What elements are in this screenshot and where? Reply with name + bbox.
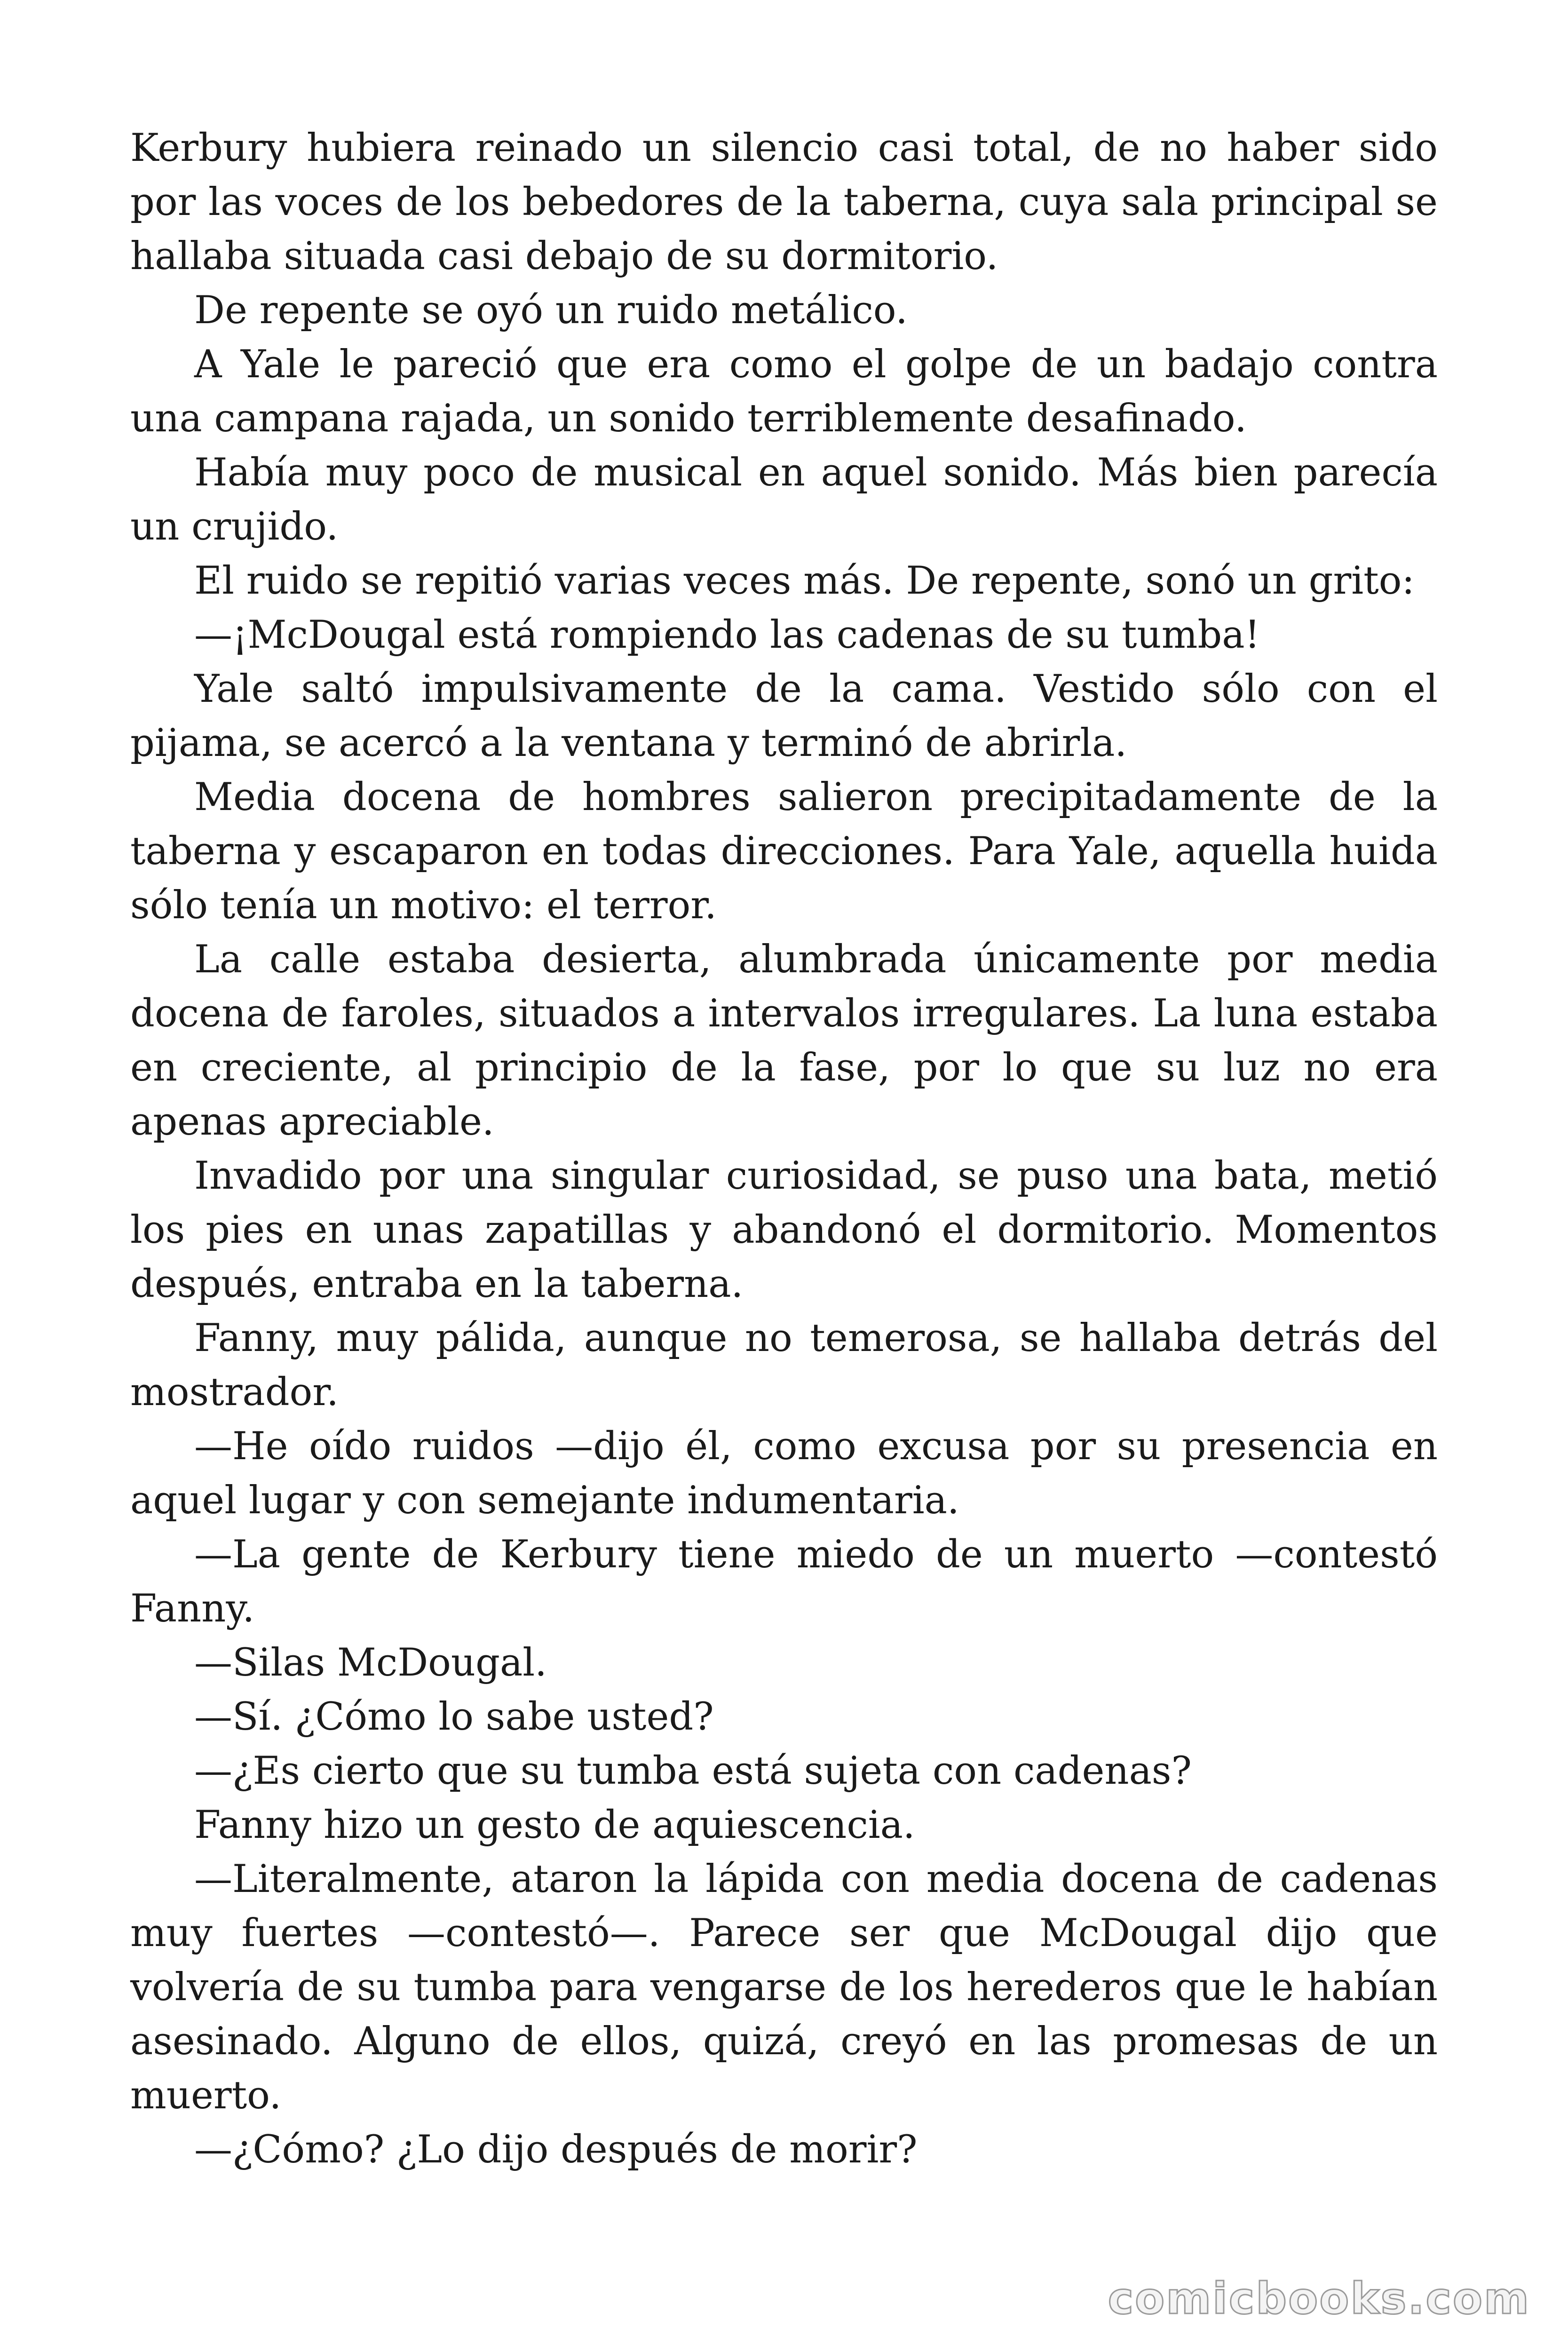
paragraph-1: Kerbury hubiera reinado un silencio casi total, de no haber sido por las voces de los bebedores de la taberna, cuya sala principal se hallaba situada casi debajo de su dormitorio. — [130, 126, 1438, 278]
paragraph-10: Invadido por una singular curiosidad, se puso una bata, metió los pies en unas zapatillas y abandonó el dormitorio. Momentos después, entraba en la taberna. — [130, 1154, 1438, 1306]
paragraph-17: Fanny hizo un gesto de aquiescencia. — [194, 1803, 915, 1847]
paragraph-19: —¿Cómo? ¿Lo dijo después de morir? — [194, 2128, 918, 2172]
paragraph-18: —Literalmente, ataron la lápida con media docena de cadenas muy fuertes —contestó—. Parece ser que McDougal dijo que volvería de su tumba para vengarse de los herederos que le habían asesinado. Alguno de ellos, quizá, creyó en las promesas de un muerto. — [130, 1857, 1438, 2118]
paragraph-5: El ruido se repitió varias veces más. De repente, sonó un grito: — [194, 559, 1415, 603]
body-text — [130, 121, 1438, 2177]
paragraph-12: —He oído ruidos —dijo él, como excusa por su presencia en aquel lugar y con semejante indumentaria. — [130, 1424, 1438, 1523]
paragraph-15: —Sí. ¿Cómo lo sabe usted? — [194, 1695, 714, 1739]
paragraph-4: Había muy poco de musical en aquel sonido. Más bien parecía un crujido. — [130, 451, 1438, 549]
paragraph-9: La calle estaba desierta, alumbrada únicamente por media docena de faroles, situados a intervalos irregulares. La luna estaba en creciente, al principio de la fase, por lo que su luz no era apenas apreciable. — [130, 938, 1438, 1144]
paragraph-16: —¿Es cierto que su tumba está sujeta con cadenas? — [194, 1749, 1192, 1793]
paragraph-7: Yale saltó impulsivamente de la cama. Vestido sólo con el pijama, se acercó a la ventana y terminó de abrirla. — [130, 667, 1438, 765]
paragraph-2: De repente se oyó un ruido metálico. — [194, 288, 908, 333]
watermark: comicbooks.com — [1108, 2273, 1530, 2324]
paragraph-6: —¡McDougal está rompiendo las cadenas de su tumba! — [194, 613, 1260, 657]
paragraph-14: —Silas McDougal. — [194, 1641, 547, 1685]
paragraph-13: —La gente de Kerbury tiene miedo de un muerto —contestó Fanny. — [130, 1533, 1438, 1631]
paragraph-11: Fanny, muy pálida, aunque no temerosa, se hallaba detrás del mostrador. — [130, 1316, 1438, 1414]
paragraph-3: A Yale le pareció que era como el golpe de un badajo contra una campana rajada, un sonido terriblemente desafinado. — [130, 342, 1438, 441]
paragraph-8: Media docena de hombres salieron precipitadamente de la taberna y escaparon en todas direcciones. Para Yale, aquella huida sólo tenía un motivo: el terror. — [130, 775, 1438, 928]
